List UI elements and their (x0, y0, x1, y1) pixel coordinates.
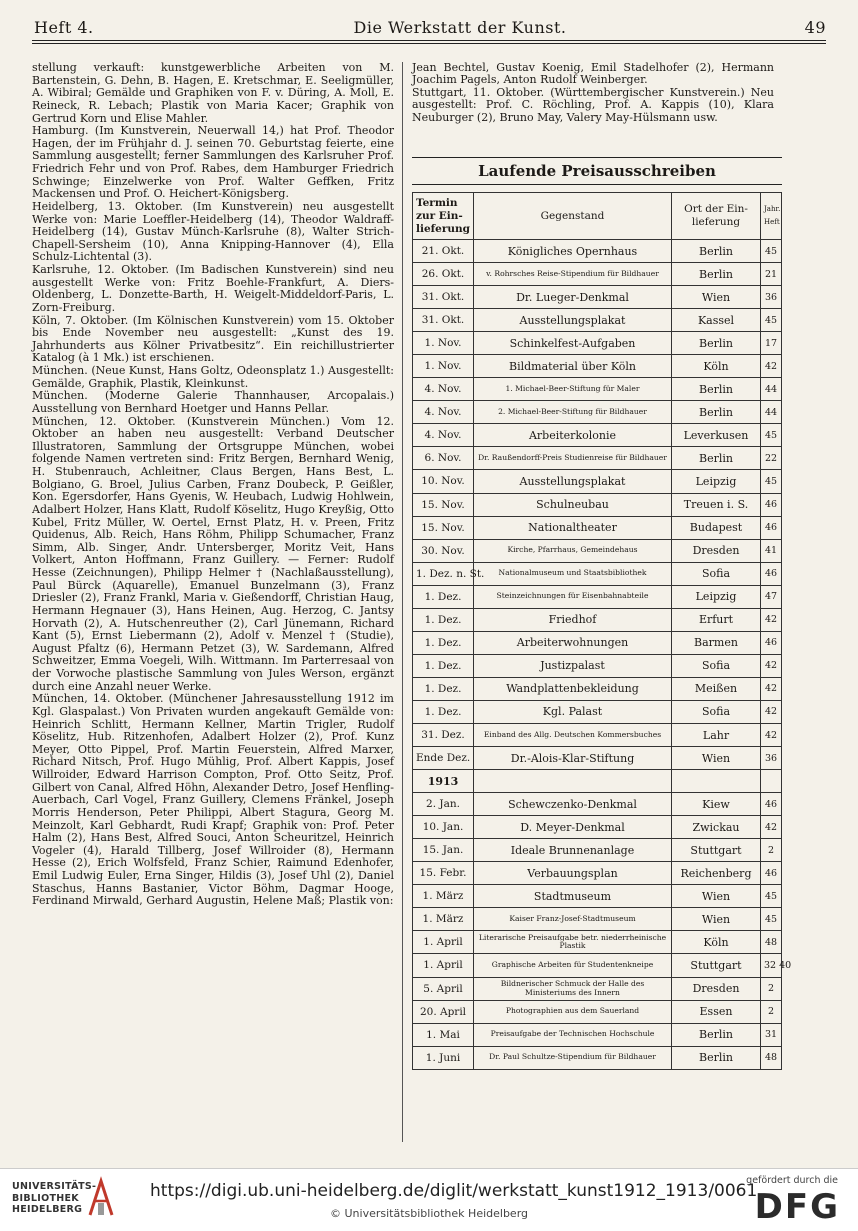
subject-cell: Preisaufgabe der Technischen Hochschule (474, 1023, 672, 1046)
issue-cell: 42 (761, 654, 782, 677)
issue-cell: 2 (761, 839, 782, 862)
issue-cell: 42 (761, 723, 782, 746)
header-termin: Termin zur Ein-lieferung (413, 193, 474, 240)
place-cell: Berlin (672, 1023, 761, 1046)
place-cell: Köln (672, 355, 761, 378)
date-cell: 1. April (413, 931, 474, 954)
date-cell: Ende Dez. (413, 747, 474, 770)
subject-cell: Dr. Paul Schultze-Stipendium für Bildhauer (474, 1046, 672, 1069)
date-cell: 15. Nov. (413, 493, 474, 516)
notice-paragraph: München, 12. Oktober. (Kunstverein München.) Vom 12. Oktober an haben neu ausgestellt: Verband Deutscher Illustratoren, Sammlung der Ortsgruppe München, wobei folgende Namen vertreten sind: Fritz Bergen, Bernhard Wenig, H. Stubenrauch, Achleitner, Claus Bergen, Hans Best, L. Bolgiano, G. Broel, Julius Carben, Franz Doubeck, P. Geißler, Kon. Egersdorfer, Hans Gyenis, W. Heubach, Ludwig Hohlwein, Adalbert Holzer, Hans Klatt, Rudolf Köselitz, Hugo Kreyßig, Otto Kubel, Fritz Müller, W. Oertel, Ernst Platz, H. v. Preen, Fritz Quidenus, Alb. Reich, Hans Röhm, Philipp Schumacher, Franz Simm, Alb. Singer, Andr. Untersberger, Moritz Veit, Hans Volkert, Anton Hoffmann, Franz Guillery. — Ferner: Rudolf Hesse (Zeichnungen), Philipp Helmer † (Nachlaßausstellung), Paul Bürck (Aquarelle), Emanuel Bunzelmann (3), Franz Driesler (2), Franz Frankl, Maria v. Gießendorff, Christian Haug, Hermann Hegnauer (3), Hans Heinen, Aug. Herzog, C. Jantsy Horvath (2), A. Hutschenreuther (2), Carl Jünemann, Richard Kant (5), Ernst Liebermann (2), Adolf v. Menzel † (Studie), August Pfaltz (6), Hermann Petzet (3), W. Sardemann, Alfred Schweitzer, Emma Voegeli, Wilh. Wittmann. Im Parterresaal von der Vorwoche plastische Sammlung von Jules Werson, ergänzt durch eine Anzahl neuer Werke. (32, 414, 394, 693)
table-header-row (413, 193, 782, 240)
date-cell: 1. April (413, 954, 474, 977)
date-cell: 1. Dez. (413, 654, 474, 677)
empty-cell (761, 770, 782, 793)
table-row (413, 263, 782, 286)
notice-paragraph: stellung verkauft: kunstgewerbliche Arbeiten von M. Bartenstein, G. Dehn, B. Hagen, E. Kretschmar, E. Seeligmüller, A. Wibiral; Gemälde und Graphiken von F. v. Düring, A. Moll, E. Reineck, R. Lebach; Plastik von Maria Kacer; Graphik von Gertrud Korn und Elise Mahler. (32, 61, 394, 125)
header-rule-thin (32, 43, 826, 44)
table-row (413, 608, 782, 631)
issue-cell: 42 (761, 816, 782, 839)
place-cell: Stuttgart (672, 839, 761, 862)
place-cell: Barmen (672, 631, 761, 654)
place-cell: Sofia (672, 700, 761, 723)
date-cell: 30. Nov. (413, 539, 474, 562)
place-cell: Essen (672, 1000, 761, 1023)
place-cell: Berlin (672, 263, 761, 286)
table-row (413, 654, 782, 677)
subject-cell: Wandplattenbekleidung (474, 677, 672, 700)
copyright: © Universitätsbibliothek Heidelberg (330, 1207, 529, 1220)
place-cell: Budapest (672, 516, 761, 539)
notice-paragraph: München. (Moderne Galerie Thannhauser, Arcopalais.) Ausstellung von Bernhard Hoetger und Hanns Pellar. (32, 389, 394, 415)
table-row (413, 516, 782, 539)
left-column (32, 62, 394, 1142)
date-cell: 31. Okt. (413, 286, 474, 309)
table-row (413, 908, 782, 931)
subject-cell: Schewczenko-Denkmal (474, 793, 672, 816)
notice-paragraph: Köln, 7. Oktober. (Im Kölnischen Kunstverein) vom 15. Oktober bis Ende November neu ausgestellt: „Kunst des 19. Jahrhunderts aus Kölner Privatbesitz“. Ein reichillustrierter Katalog (à 1 Mk.) ist erschienen. (32, 313, 394, 365)
date-cell: 1. Dez. (413, 585, 474, 608)
page-number: 49 (804, 18, 826, 37)
subject-cell: Friedhof (474, 608, 672, 631)
place-cell: Zwickau (672, 816, 761, 839)
place-cell: Berlin (672, 1046, 761, 1069)
subject-cell: Schinkelfest-Aufgaben (474, 332, 672, 355)
table-title: Laufende Preisausschreiben (412, 157, 782, 185)
date-cell: 4. Nov. (413, 424, 474, 447)
issue-cell: 45 (761, 240, 782, 263)
table-row (413, 286, 782, 309)
table-row (413, 470, 782, 493)
footer-bar (0, 1168, 858, 1231)
header-heft: Jahr. Heft (761, 193, 782, 240)
date-cell: 1. Dez. (413, 700, 474, 723)
date-cell: 1. März (413, 885, 474, 908)
subject-cell: Ideale Brunnenanlage (474, 839, 672, 862)
funded-by: gefördert durch die (746, 1175, 838, 1186)
issue-cell: 42 (761, 355, 782, 378)
place-cell: Berlin (672, 240, 761, 263)
notice-paragraph: Jean Bechtel, Gustav Koenig, Emil Stadelhofer (2), Hermann Joachim Pagels, Anton Rudolf Weinberger. (412, 61, 774, 87)
date-cell: 4. Nov. (413, 378, 474, 401)
column-divider (402, 62, 403, 1142)
issue-cell: 45 (761, 424, 782, 447)
table-row (413, 793, 782, 816)
issue-cell: 21 (761, 263, 782, 286)
place-cell: Sofia (672, 562, 761, 585)
place-cell: Dresden (672, 977, 761, 1000)
date-cell: 31. Dez. (413, 723, 474, 746)
date-cell: 1. Dez. n. St. (413, 562, 474, 585)
table-row (413, 954, 782, 977)
place-cell: Berlin (672, 401, 761, 424)
table-row (413, 747, 782, 770)
date-cell: 31. Okt. (413, 309, 474, 332)
date-cell: 21. Okt. (413, 240, 474, 263)
table-row (413, 424, 782, 447)
table-row (413, 700, 782, 723)
issue-cell: 2 (761, 977, 782, 1000)
table-row (413, 585, 782, 608)
place-cell: Kiew (672, 793, 761, 816)
table-row (413, 885, 782, 908)
place-cell: Wien (672, 747, 761, 770)
date-cell: 1. Mai (413, 1023, 474, 1046)
subject-cell: Kgl. Palast (474, 700, 672, 723)
subject-cell: D. Meyer-Denkmal (474, 816, 672, 839)
journal-title: Die Werkstatt der Kunst. (353, 18, 567, 37)
place-cell: Berlin (672, 447, 761, 470)
date-cell: 20. April (413, 1000, 474, 1023)
date-cell: 15. Jan. (413, 839, 474, 862)
date-cell: 15. Febr. (413, 862, 474, 885)
place-cell: Wien (672, 286, 761, 309)
subject-cell: 2. Michael-Beer-Stiftung für Bildhauer (474, 401, 672, 424)
date-cell: 10. Nov. (413, 470, 474, 493)
library-name (12, 1181, 96, 1216)
table-row (413, 631, 782, 654)
subject-cell: Bildnerischer Schmuck der Halle des Ministeriums des Innern (474, 977, 672, 1000)
subject-cell: Verbauungsplan (474, 862, 672, 885)
date-cell: 1. März (413, 908, 474, 931)
issue-cell: 42 (761, 700, 782, 723)
library-name-line: UNIVERSITÄTS- (12, 1181, 97, 1192)
subject-cell: Arbeiterwohnungen (474, 631, 672, 654)
table-row (413, 677, 782, 700)
table-row (413, 332, 782, 355)
issue-cell: 46 (761, 562, 782, 585)
issue-label: Heft 4. (34, 18, 94, 37)
subject-cell: Literarische Preisaufgabe betr. niederrheinische Plastik (474, 931, 672, 954)
place-cell: Wien (672, 885, 761, 908)
subject-cell: Stadtmuseum (474, 885, 672, 908)
right-column-text (412, 62, 774, 124)
issue-cell: 48 (761, 931, 782, 954)
subject-cell: Ausstellungsplakat (474, 470, 672, 493)
place-cell: Treuen i. S. (672, 493, 761, 516)
table-row (413, 1000, 782, 1023)
place-cell: Leipzig (672, 470, 761, 493)
permalink[interactable]: https://digi.ub.uni-heidelberg.de/diglit/werkstatt_kunst1912_1913/0061 (150, 1181, 758, 1201)
place-cell: Wien (672, 908, 761, 931)
header-ort: Ort der Ein-lieferung (672, 193, 761, 240)
date-cell: 1. Dez. (413, 608, 474, 631)
competitions-table (412, 192, 792, 1070)
subject-cell: Nationalmuseum und Staatsbibliothek (474, 562, 672, 585)
subject-cell: v. Rohrsches Reise-Stipendium für Bildhauer (474, 263, 672, 286)
date-cell: 2. Jan. (413, 793, 474, 816)
empty-cell (672, 770, 761, 793)
table-row (413, 378, 782, 401)
notice-paragraph: Karlsruhe, 12. Oktober. (Im Badischen Kunstverein) sind neu ausgestellt Werke von: Fritz Boehle-Frankfurt, A. Diers-Oldenberg, L. Donzette-Barth, H. Weigelt-Middeldorf-Paris, L. Zorn-Freiburg. (32, 263, 394, 314)
place-cell: Köln (672, 931, 761, 954)
issue-cell: 36 (761, 286, 782, 309)
dfg-logo: DFG (754, 1187, 840, 1227)
issue-cell: 46 (761, 631, 782, 654)
issue-cell: 17 (761, 332, 782, 355)
place-cell: Sofia (672, 654, 761, 677)
running-head (30, 16, 826, 38)
notice-paragraph: München. (Neue Kunst, Hans Goltz, Odeonsplatz 1.) Ausgestellt: Gemälde, Graphik, Plastik, Kleinkunst. (32, 364, 394, 390)
header-gegenstand: Gegenstand (474, 193, 672, 240)
issue-cell: 45 (761, 309, 782, 332)
table-row (413, 816, 782, 839)
library-name-line: HEIDELBERG (12, 1204, 83, 1215)
date-cell: 1. Juni (413, 1046, 474, 1069)
place-cell: Reichenberg (672, 862, 761, 885)
subject-cell: Photographien aus dem Sauerland (474, 1000, 672, 1023)
subject-cell: Dr. Raußendorff-Preis Studienreise für Bildhauer (474, 447, 672, 470)
date-cell: 5. April (413, 977, 474, 1000)
table-row (413, 493, 782, 516)
empty-cell (474, 770, 672, 793)
table-row (413, 839, 782, 862)
notice-paragraph: München, 14. Oktober. (Münchener Jahresausstellung 1912 im Kgl. Glaspalast.) Von Privaten wurden angekauft Gemälde von: Heinrich Schlitt, Hermann Kellner, Martin Trigler, Rudolf Köselitz, Hub. Ritzenhofen, Adalbert Holzer (2), Prof. Kunz Meyer, Otto Pippel, Prof. Martin Feuerstein, Alfred Marxer, Richard Nitsch, Prof. Hugo Mühlig, Prof. Albert Kappis, Josef Willroider, Edward Harrison Compton, Prof. Otto Seitz, Prof. Gilbert von Canal, Alfred Höhn, Alexander Detro, Josef Henfling-Auerbach, Carl Vogel, Franz Guillery, Clemens Fränkel, Joseph Morris Henderson, Peter Philippi, Albert Stagura, Georg M. Meinzolt, Karl Gebhardt, Rudi Krapf; Graphik von: Prof. Peter Halm (2), Hans Best, Alfred Souci, Anton Scheuritzel, Heinrich Vogeler (4), Harald Tillberg, Josef Willroider (8), Hermann Hesse (2), Erich Wolfsfeld, Franz Schier, Raimund Edenhofer, Emil Ludwig Euler, Erna Singer, Hildis (3), Josef Uhl (2), Daniel Staschus, Hanns Bastanier, Victor Böhm, Dagmar Hooge, Ferdinand Mirwald, Gerhard Augustin, Helene Maß; Plastik von: (32, 692, 394, 908)
issue-cell: 48 (761, 1046, 782, 1069)
table-row (413, 401, 782, 424)
issue-cell: 45 (761, 470, 782, 493)
table-row (413, 931, 782, 954)
place-cell: Berlin (672, 332, 761, 355)
date-cell: 15. Nov. (413, 516, 474, 539)
issue-cell: 46 (761, 493, 782, 516)
subject-cell: Dr.-Alois-Klar-Stiftung (474, 747, 672, 770)
place-cell: Stuttgart (672, 954, 761, 977)
subject-cell: Kirche, Pfarrhaus, Gemeindehaus (474, 539, 672, 562)
library-name-line: BIBLIOTHEK (12, 1192, 79, 1204)
table-row (413, 539, 782, 562)
subject-cell: 1. Michael-Beer-Stiftung für Maler (474, 378, 672, 401)
issue-cell: 41 (761, 539, 782, 562)
table-row (413, 447, 782, 470)
issue-cell: 47 (761, 585, 782, 608)
date-cell: 6. Nov. (413, 447, 474, 470)
issue-cell: 46 (761, 793, 782, 816)
date-cell: 4. Nov. (413, 401, 474, 424)
subject-cell: Bildmaterial über Köln (474, 355, 672, 378)
table-row (413, 770, 782, 793)
issue-cell: 45 (761, 885, 782, 908)
subject-cell: Graphische Arbeiten für Studentenkneipe (474, 954, 672, 977)
issue-cell: 42 (761, 608, 782, 631)
subject-cell: Königliches Opernhaus (474, 240, 672, 263)
issue-cell: 36 (761, 747, 782, 770)
subject-cell: Justizpalast (474, 654, 672, 677)
place-cell: Meißen (672, 677, 761, 700)
place-cell: Berlin (672, 378, 761, 401)
table-row (413, 562, 782, 585)
place-cell: Erfurt (672, 608, 761, 631)
table-row (413, 240, 782, 263)
issue-cell: 46 (761, 862, 782, 885)
date-cell: 1. Dez. (413, 677, 474, 700)
table-row (413, 355, 782, 378)
subject-cell: Arbeiterkolonie (474, 424, 672, 447)
table-row (413, 862, 782, 885)
date-cell: 1. Nov. (413, 355, 474, 378)
issue-cell: 44 (761, 401, 782, 424)
table-row (413, 1046, 782, 1069)
place-cell: Lahr (672, 723, 761, 746)
date-cell: 1. Nov. (413, 332, 474, 355)
place-cell: Dresden (672, 539, 761, 562)
subject-cell: Kaiser Franz-Josef-Stadtmuseum (474, 908, 672, 931)
notice-paragraph: Hamburg. (Im Kunstverein, Neuerwall 14,) hat Prof. Theodor Hagen, der im Frühjahr d. J. seinen 70. Geburtstag feierte, eine Sammlung ausgestellt; ferner Sammlungen des Karlsruher Prof. Friedrich Fehr und von Prof. Rabes, dem Hamburger Friedrich Schwinge; Einzelwerke von Prof. Walter Geffken, Fritz Mackensen und Prof. O. Heichert-Königsberg. (32, 124, 394, 201)
subject-cell: Steinzeichnungen für Eisenbahnabteile (474, 585, 672, 608)
issue-cell: 44 (761, 378, 782, 401)
issue-cell: 22 (761, 447, 782, 470)
subject-cell: Ausstellungsplakat (474, 309, 672, 332)
table-row (413, 723, 782, 746)
subject-cell: Nationaltheater (474, 516, 672, 539)
date-cell: 1. Dez. (413, 631, 474, 654)
header-rule (32, 40, 826, 41)
issue-cell: 42 (761, 677, 782, 700)
table-row (413, 309, 782, 332)
place-cell: Kassel (672, 309, 761, 332)
place-cell: Leipzig (672, 585, 761, 608)
issue-cell: 2 (761, 1000, 782, 1023)
table-row (413, 1023, 782, 1046)
subject-cell: Einband des Allg. Deutschen Kommersbuches (474, 723, 672, 746)
date-cell: 10. Jan. (413, 816, 474, 839)
place-cell: Leverkusen (672, 424, 761, 447)
subject-cell: Dr. Lueger-Denkmal (474, 286, 672, 309)
year-cell: 1913 (413, 770, 474, 793)
issue-cell: 32 40 (761, 954, 782, 977)
notice-paragraph: Stuttgart, 11. Oktober. (Württembergischer Kunstverein.) Neu ausgestellt: Prof. C. Röchling, Prof. A. Kappis (10), Klara Neuburger (2), Bruno May, Valery May-Hülsmann usw. (412, 85, 774, 124)
issue-cell: 45 (761, 908, 782, 931)
date-cell: 26. Okt. (413, 263, 474, 286)
table-row (413, 977, 782, 1000)
issue-cell: 31 (761, 1023, 782, 1046)
issue-cell: 46 (761, 516, 782, 539)
subject-cell: Schulneubau (474, 493, 672, 516)
library-logo-icon (86, 1177, 116, 1217)
notice-paragraph: Heidelberg, 13. Oktober. (Im Kunstverein) neu ausgestellt Werke von: Marie Loeffler-Heidelberg (14), Theodor Waldraff-Heidelberg (14), Gustav Münch-Karlsruhe (8), Walter Strich-Chapell-Sersheim (10), Anna Knipping-Hannover (4), Ella Schulz-Lichtental (3). (32, 199, 394, 264)
